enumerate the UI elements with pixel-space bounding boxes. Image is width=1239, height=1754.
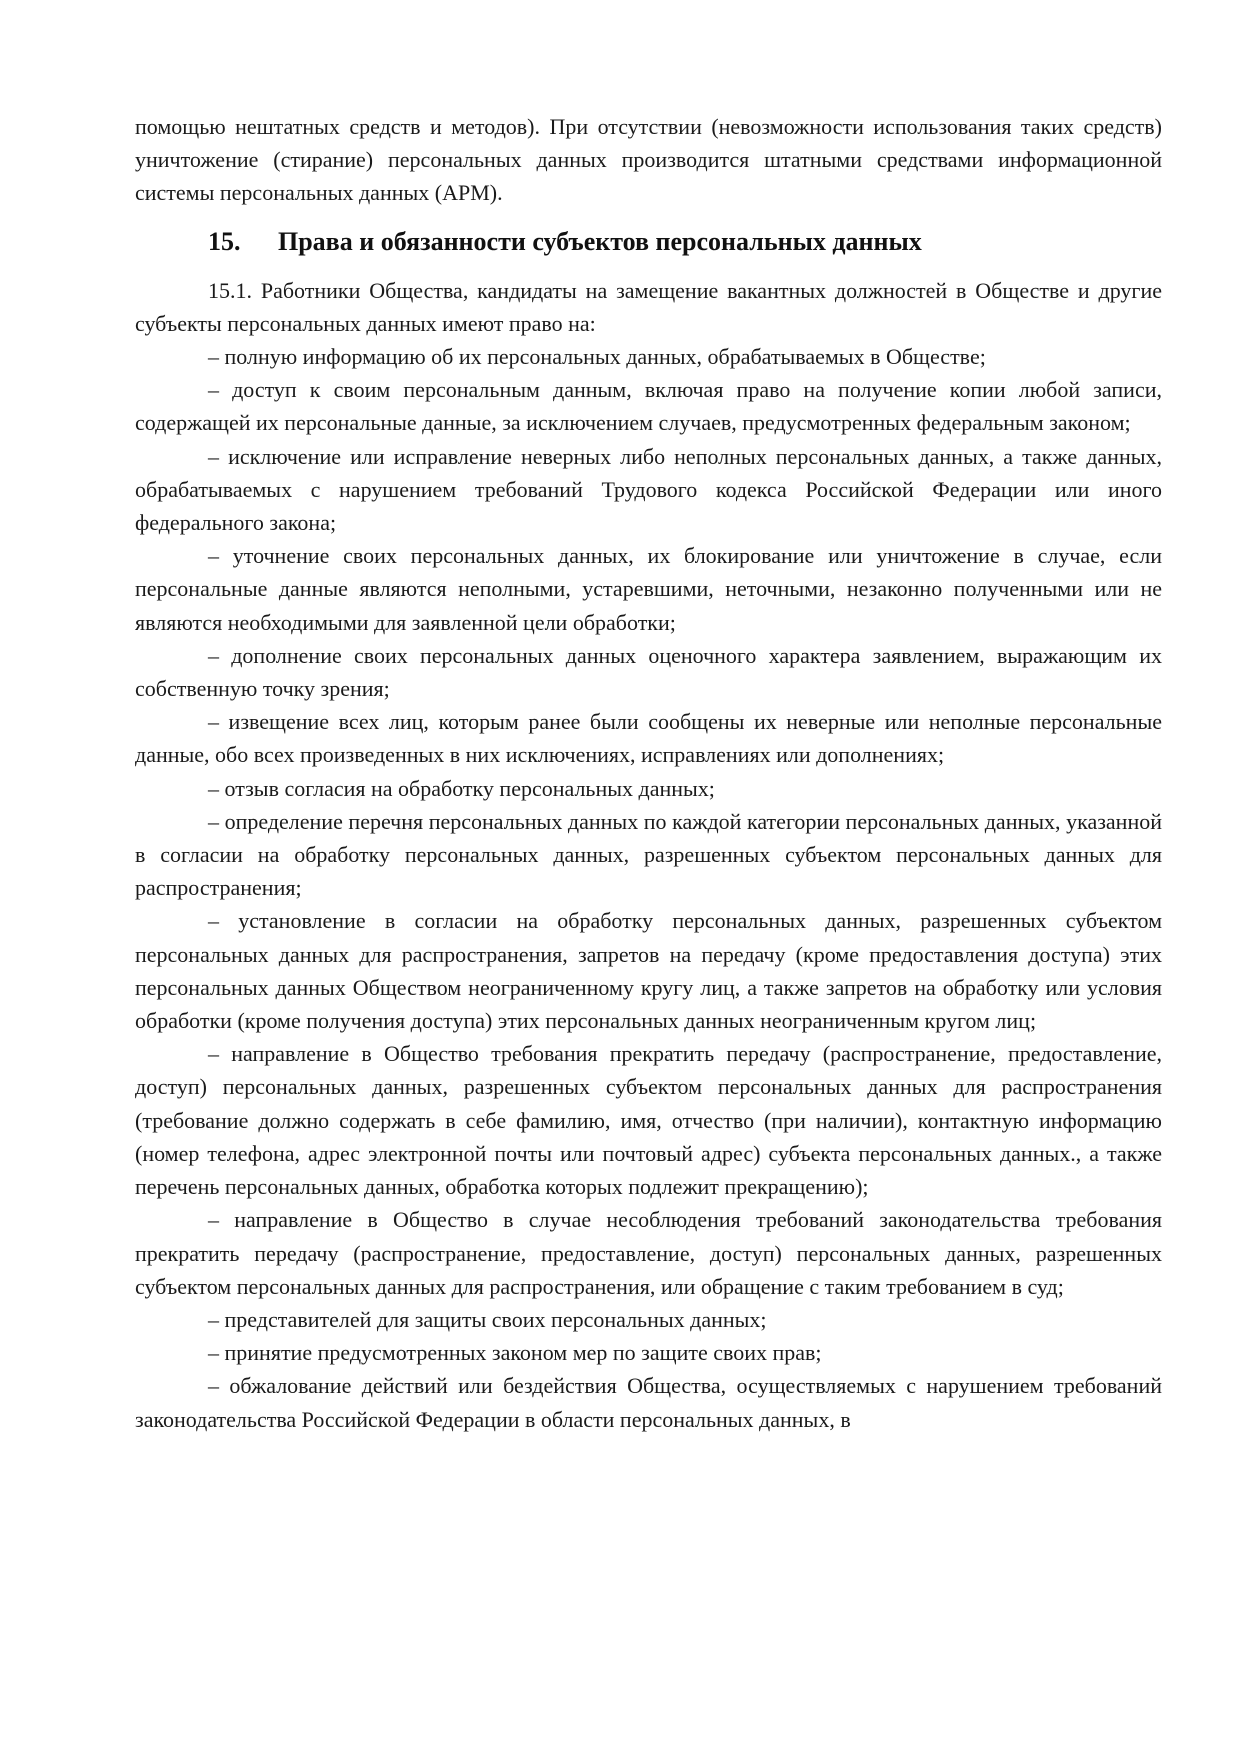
rights-item: – представителей для защиты своих персональных данных; [208,1306,767,1332]
section-title: Права и обязанности субъектов персональных данных [278,226,922,256]
rights-item: – уточнение своих персональных данных, их блокирование или уничтожение в случае, если персональные данные являются неполными, устаревшими, неточными, незаконно полученными или не являются необходимыми для заявленной цели обработки; [135,543,1162,635]
rights-item: – направление в Общество в случае несоблюдения требований законодательства требования прекратить передачу (распространение, предоставление, доступ) персональных данных, разрешенных субъектом персональных данных для распространения, или обращение с таким требованием в суд; [135,1207,1162,1299]
section-heading [135,220,1162,264]
rights-item: – установление в согласии на обработку персональных данных, разрешенных субъектом персональных данных для распространения, запретов на передачу (кроме предоставления доступа) этих персональных данных Обществом неограниченному кругу лиц, а также запретов на обработку или условия обработки (кроме получения доступа) этих персональных данных неограниченным кругом лиц; [135,908,1162,1034]
rights-item: – исключение или исправление неверных либо неполных персональных данных, а также данных, обрабатываемых с нарушением требований Трудового кодекса Российской Федерации или иного федерального закона; [135,443,1162,536]
rights-item: – обжалование действий или бездействия Общества, осуществляемых с нарушением требований законодательства Российской Федерации в области персональных данных, в [135,1373,1162,1432]
rights-list [135,340,1162,1436]
rights-item: – доступ к своим персональным данным, включая право на получение копии любой записи, содержащей их персональные данные, за исключением случаев, предусмотренных федеральным законом; [135,377,1162,436]
rights-item: – определение перечня персональных данных по каждой категории персональных данных, указанной в согласии на обработку персональных данных, разрешенных субъектом персональных данных для распространения; [135,808,1162,901]
section-number: 15. [208,226,241,256]
rights-item: – отзыв согласия на обработку персональных данных; [208,775,715,801]
rights-item: – направление в Общество требования прекратить передачу (распространение, предоставление, доступ) персональных данных, разрешенных субъектом персональных данных для распространения (требование должно содержать в себе фамилию, имя, отчество (при наличии), контактную информацию (номер телефона, адрес электронной почты или почтовый адрес) субъекта персональных данных., а также перечень персональных данных, обработка которых подлежит прекращению); [135,1041,1162,1200]
clause-15-1: 15.1. Работники Общества, кандидаты на замещение вакантных должностей в Обществе и другие субъекты персональных данных имеют право на: [135,277,1162,336]
rights-item: – извещение всех лиц, которым ранее были сообщены их неверные или неполные персональные данные, обо всех произведенных в них исключениях, исправлениях или дополнениях; [135,709,1162,768]
intro-paragraph: помощью нештатных средств и методов). При отсутствии (невозможности использования таких средств) уничтожение (стирание) персональных данных производится штатными средствами информационной системы персональных данных (АРМ). [135,114,1162,206]
rights-item: – дополнение своих персональных данных оценочного характера заявлением, выражающим их собственную точку зрения; [135,642,1162,702]
document-page [135,110,1162,1436]
rights-item: – полную информацию об их персональных данных, обрабатываемых в Обществе; [208,344,986,370]
rights-item: – принятие предусмотренных законом мер по защите своих прав; [208,1340,822,1366]
